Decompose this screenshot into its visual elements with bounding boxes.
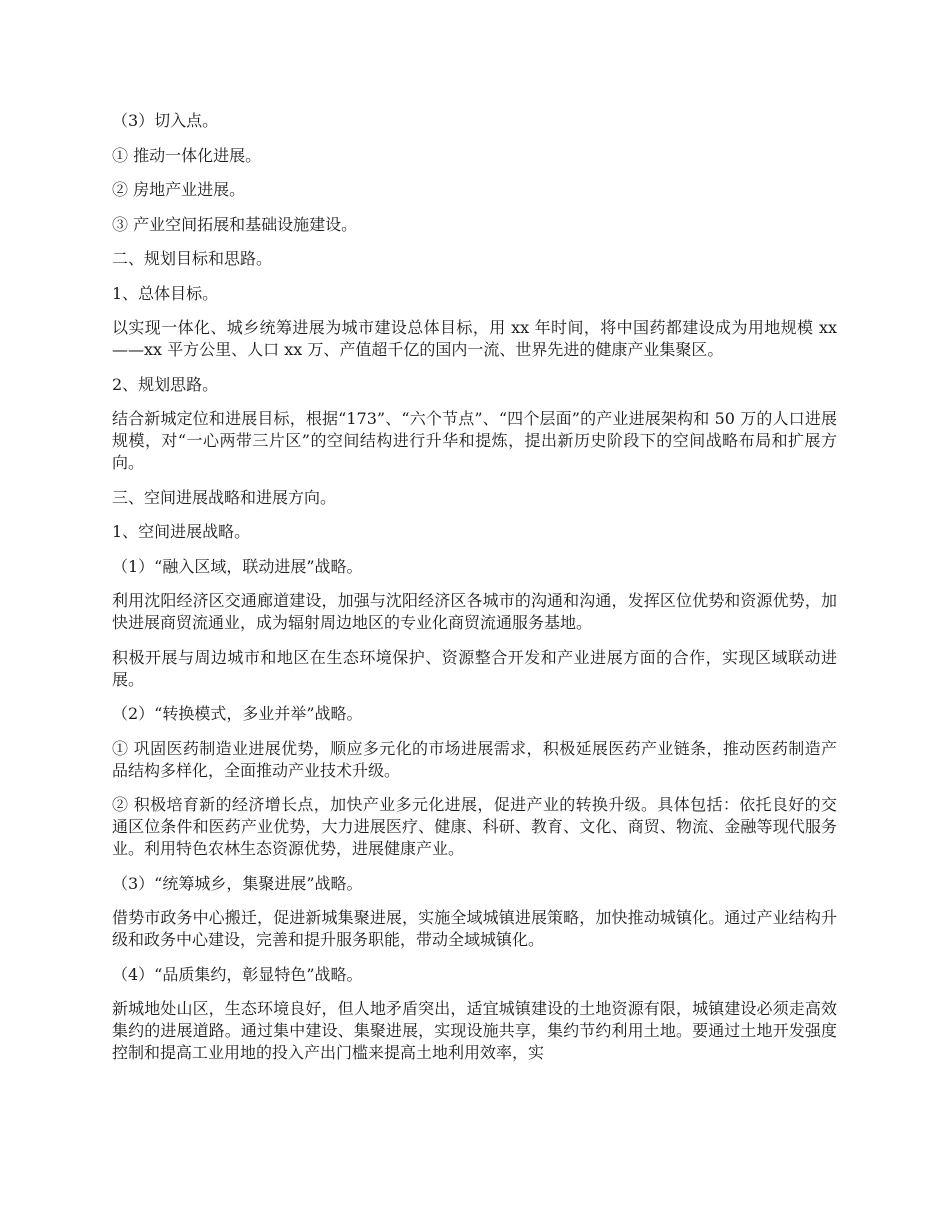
paragraph: 积极开展与周边城市和地区在生态环境保护、资源整合开发和产业进展方面的合作，实现区域联动进展。 <box>112 647 837 689</box>
paragraph: （2）“转换模式，多业并举”战略。 <box>112 704 363 723</box>
paragraph: （1）“融入区域，联动进展”战略。 <box>112 556 363 576</box>
paragraph: （4）“品质集约，彰显特色”战略。 <box>112 964 363 984</box>
paragraph: ② 房地产业进展。 <box>112 180 246 199</box>
section-heading: 三、空间进展战略和进展方向。 <box>112 487 337 507</box>
document-page <box>112 110 837 1077</box>
section-heading: 二、规划目标和思路。 <box>112 249 273 268</box>
subsection-heading: 1、空间进展战略。 <box>112 522 251 541</box>
subsection-heading: 1、总体目标。 <box>112 283 219 303</box>
paragraph: 新城地处山区，生态环境良好，但人地矛盾突出，适宜城镇建设的土地资源有限，城镇建设必须走高效集约的进展道路。通过集中建设、集聚进展，实现设施共享，集约节约利用土地。要通过土地开发强度控制和提高工业用地的投入产出门槛来提高土地利用效率，实 <box>112 999 837 1062</box>
paragraph: ③ 产业空间拓展和基础设施建设。 <box>112 214 358 234</box>
paragraph: （3）“统筹城乡，集聚进展”战略。 <box>112 873 363 893</box>
paragraph: 以实现一体化、城乡统筹进展为城市建设总体目标，用 xx 年时间，将中国药都建设成为用地规模 xx——xx 平方公里、人口 xx 万、产值超千亿的国内一流、世界先进的健康产业集聚区。 <box>112 318 837 359</box>
paragraph: ② 积极培育新的经济增长点，加快产业多元化进展，促进产业的转换升级。具体包括：依托良好的交通区位条件和医药产业优势，大力进展医疗、健康、科研、教育、文化、商贸、物流、金融等现代服务业。利用特色农林生态资源优势，进展健康产业。 <box>112 795 837 858</box>
paragraph: 借势市政务中心搬迁，促进新城集聚进展，实施全域城镇进展策略，加快推动城镇化。通过产业结构升级和政务中心建设，完善和提升服务职能，带动全域城镇化。 <box>112 908 837 949</box>
paragraph: ① 巩固医药制造业进展优势，顺应多元化的市场进展需求，积极延展医药产业链条，推动医药制造产品结构多样化，全面推动产业技术升级。 <box>112 738 837 780</box>
subsection-heading: 2、规划思路。 <box>112 374 219 394</box>
paragraph: （3）切入点。 <box>112 111 219 130</box>
paragraph: 结合新城定位和进展目标，根据“173”、“六个节点”、“四个层面”的产业进展架构和 50 万的人口进展规模，对“一心两带三片区”的空间结构进行升华和提炼，提出新历史阶段下的空间战略布局和扩展方向。 <box>112 409 837 472</box>
paragraph: 利用沈阳经济区交通廊道建设，加强与沈阳经济区各城市的沟通和沟通，发挥区位优势和资源优势，加快进展商贸流通业，成为辐射周边地区的专业化商贸流通服务基地。 <box>112 591 837 632</box>
paragraph: ① 推动一体化进展。 <box>112 145 262 165</box>
